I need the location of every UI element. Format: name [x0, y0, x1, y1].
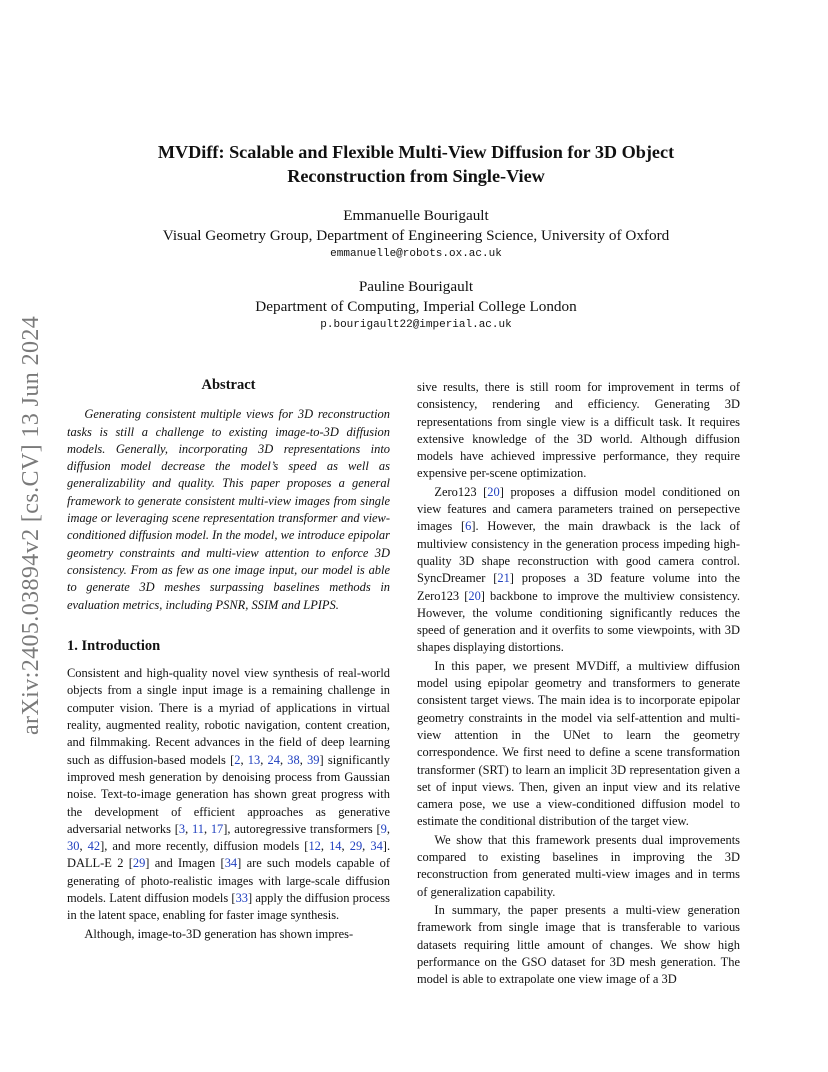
abstract-heading: Abstract — [201, 377, 256, 393]
text-run: Consistent and high-quality novel view synthesis of real-world objects from a single input image is a remaining challenge in computer vision. There is a myriad of applications in virtual reality, augmented reality, robotic navigation, content creation, and filmmaking. Recent advances in the field of deep learning such as diffusion-based models [ — [67, 666, 390, 767]
citation-link[interactable]: 33 — [235, 891, 249, 906]
text-run: ]. However, the main drawback is the lack of multiview consistency in the generation process impeding high-quality 3D shape reconstruction with good camera control. SyncDreamer [ — [417, 519, 740, 586]
citation-link[interactable]: 13 — [247, 752, 261, 767]
text-run: ] backbone to improve the multiview consistency. However, the volume conditioning significantly reduces the speed of generation and it overfits to some viewpoints, with 3D shapes displaying distortions. — [417, 588, 740, 655]
author-email[interactable]: p.bourigault22@imperial.ac.uk — [320, 319, 512, 331]
intro-paragraph-4: In this paper, we present MVDiff, a multiview diffusion model using epipolar geometry and transformers to generate consistent target views. The main idea is to incorporate epipolar geometry constraints in the model via self-attention and multi-view attention in the UNet to learn the geometry correspondence. We first need to define a scene transformation transformer (SRT) to learn an implicit 3D representation given a set of input views. Then, given an input view and its relative camera pose, we use a view-conditioned diffusion model to estimate the conditional distribution of the target view. — [417, 658, 740, 829]
citation-link[interactable]: 38 — [287, 752, 300, 767]
author-name: Emmanuelle Bourigault — [343, 207, 489, 224]
author-affiliation: Visual Geometry Group, Department of Engineering Science, University of Oxford — [162, 227, 670, 244]
citation-link[interactable]: 34 — [224, 856, 238, 871]
citation-link[interactable]: 20 — [487, 484, 500, 499]
citation-link[interactable]: 39 — [307, 752, 320, 767]
intro-paragraph-6: In summary, the paper presents a multi-view generation framework from single image that is transferable to various datasets requiring little amount of changes. We show high performance on the GSO dataset for 3D mesh generation. The model is able to extrapolate one view image of a 3D — [417, 902, 740, 987]
intro-paragraph-2-continued: sive results, there is still room for improvement in terms of consistency, rendering and efficiency. Generating 3D representations from single view is a difficult task. It requires extensive knowledge of the 3D world. Although diffusion models have achieved impressive performance, they require expensive per-scene optimization. — [417, 380, 740, 481]
title-line-2: Reconstruction from Single-View — [287, 166, 545, 186]
citation-link[interactable]: 24 — [267, 752, 280, 767]
citation-link[interactable]: 12 — [308, 839, 321, 854]
text-run: ] proposes a 3D feature volume into the Zero123 [ — [417, 571, 740, 603]
left-column — [67, 377, 390, 943]
citation-link[interactable]: 9 — [380, 821, 387, 836]
citation-link[interactable]: 2 — [234, 752, 241, 767]
intro-paragraph-5: We show that this framework presents dual improvements compared to existing baselines in improving the 3D reconstruction from generated multi-view images and in terms of generalization capability. — [417, 832, 740, 899]
text-run: ] significantly improved mesh generation by denoising process from Gaussian noise. Text-to-image generation has shown great progress with the development of efficient approaches as generative adversarial networks [ — [67, 752, 391, 836]
citation-link[interactable]: 29 — [132, 856, 146, 871]
intro-paragraph-2-start: Although, image-to-3D generation has shown impres- — [84, 926, 354, 941]
text-run: ] are such models capable of generating of photo-realistic images with large-scale diffusion models. Latent diffusion models [ — [67, 856, 390, 906]
right-column — [417, 379, 740, 988]
text-run: ] apply the diffusion process in the latent space, enabling for faster image synthesis. — [67, 891, 390, 923]
citation-link[interactable]: 42 — [87, 839, 101, 854]
citation-link[interactable]: 17 — [210, 821, 224, 836]
text-run: Zero123 [ — [434, 484, 488, 499]
section-heading-introduction: 1. Introduction — [67, 637, 161, 654]
text-run: ]. DALL-E 2 [ — [67, 839, 391, 871]
paper-title — [66, 140, 766, 188]
text-run: ], and more recently, diffusion models [ — [100, 839, 309, 854]
text-run: ] and Imagen [ — [145, 856, 225, 871]
author-name: Pauline Bourigault — [358, 278, 474, 295]
author-block-1 — [66, 206, 766, 263]
abstract-text: Generating consistent multiple views for 3D reconstruction tasks is still a challenge to existing image-to-3D diffusion models. Generally, incorporating 3D representations into diffusion model decrease the model’s speed as well as generalizability and quality. This paper proposes a general framework to generate consistent multi-view images from single image or leveraging scene representation transformer and view-conditioned diffusion model. In the model, we introduce epipolar geometry constraints and multi-view attention to enforce 3D consistency. From as few as one image input, our model is able to generate 3D meshes surpassing baselines methods in evaluation metrics, including PSNR, SSIM and LPIPS. — [67, 407, 390, 612]
citation-link[interactable]: 30 — [67, 839, 80, 854]
arxiv-identifier: arXiv:2405.03894v2 [cs.CV] 13 Jun 2024 — [18, 315, 44, 735]
citation-link[interactable]: 3 — [178, 821, 186, 836]
citation-link[interactable]: 29 — [349, 839, 363, 854]
paper-header — [66, 140, 766, 334]
author-affiliation: Department of Computing, Imperial College London — [255, 298, 577, 315]
citation-link[interactable]: 34 — [370, 839, 383, 854]
text-run: ] proposes a diffusion model conditioned on view features and camera parameters trained on persepective images [ — [417, 484, 740, 534]
citation-link[interactable]: 11 — [191, 821, 204, 836]
citation-link[interactable]: 21 — [497, 571, 510, 586]
text-run: ], autoregressive transformers [ — [223, 821, 381, 836]
citation-link[interactable]: 20 — [468, 588, 481, 603]
intro-paragraph-1: Consistent and high-quality novel view synthesis of real-world objects from a single input image is a remaining challenge in computer vision. There is a myriad of applications in virtual reality, augmented reality, robotic navigation, content creation, and filmmaking. Recent advances in the field of deep learning such as diffusion-based models [2, 13, 24, 38, 39] significantly improved mesh generation by denoising process from Gaussian noise. Text-to-image generation has shown great progress with the development of efficient approaches as generative adversarial networks [3, 11, 17], autoregressive transformers [9, 30, 42], and more recently, diffusion models [12, 14, 29, 34]. DALL-E 2 [29] and Imagen [34] are such models capable of generating of photo-realistic images with large-scale diffusion models. Latent diffusion models [33] apply the diffusion process in the latent space, enabling for faster image synthesis. — [67, 666, 391, 923]
author-email[interactable]: emmanuelle@robots.ox.ac.uk — [330, 248, 502, 260]
title-line-1: MVDiff: Scalable and Flexible Multi-View Diffusion for 3D Object — [157, 142, 675, 162]
author-block-2 — [66, 277, 766, 334]
intro-paragraph-3 — [417, 484, 740, 657]
citation-link[interactable]: 14 — [329, 839, 342, 854]
citation-link[interactable]: 6 — [465, 519, 472, 534]
